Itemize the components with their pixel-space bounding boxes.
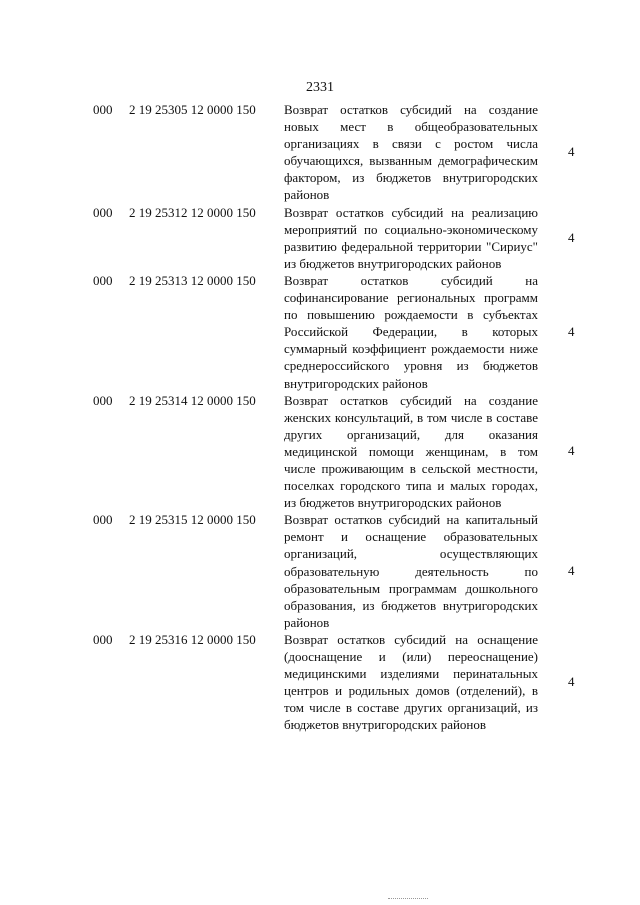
table-row: [0, 511, 640, 631]
budget-classification-code: 2 19 25313 12 0000 150: [129, 272, 256, 288]
scan-artifact: [388, 898, 428, 903]
row-value: 4: [568, 563, 575, 579]
admin-code: 000: [93, 204, 113, 220]
budget-classification-code: 2 19 25305 12 0000 150: [129, 102, 256, 117]
row-value: 4: [568, 144, 575, 160]
page-number: 2331: [306, 80, 334, 95]
row-value: 4: [568, 229, 575, 245]
budget-classification-code: 2 19 25315 12 0000 150: [129, 512, 256, 528]
income-description: Возврат остатков субсидий на реализацию мероприятий по социально-экономическому развитию федеральной территории "Сириус" из бюджетов внутригородских районов: [284, 204, 538, 271]
row-value: 4: [568, 323, 575, 339]
admin-code: 000: [93, 512, 113, 528]
table-row: [0, 204, 640, 272]
admin-code: 000: [93, 102, 113, 117]
table-row: [0, 272, 640, 392]
admin-code: 000: [93, 631, 113, 647]
table-row: [0, 392, 640, 512]
budget-classification-code: 2 19 25312 12 0000 150: [129, 204, 256, 220]
table-row: [0, 631, 640, 734]
row-value: 4: [568, 674, 575, 690]
income-description: Возврат остатков субсидий на создание женских консультаций, в том числе в составе других организаций, для оказания медицинской помощи женщинам, в том числе проживающим в сельской местности, поселках городского типа и малых городах, из бюджетов внутригородских районов: [284, 392, 538, 511]
income-description: Возврат остатков субсидий на создание новых мест в общеобразовательных организациях в связи с ростом числа обучающихся, вызванным демографическим фактором, из бюджетов внутригородских районов: [284, 102, 538, 203]
admin-code: 000: [93, 392, 113, 408]
budget-classification-code: 2 19 25314 12 0000 150: [129, 392, 256, 408]
table-row: [0, 101, 640, 204]
income-description: Возврат остатков субсидий на оснащение (дооснащение и (или) переоснащение) медицинскими изделиями перинатальных центров и родильных домов (отделений), в том числе в составе других организаций, из бюджетов внутригородских районов: [284, 631, 538, 733]
admin-code: 000: [93, 272, 113, 288]
budget-classification-code: 2 19 25316 12 0000 150: [129, 631, 256, 647]
budget-code-table: [0, 101, 640, 733]
row-value: 4: [568, 443, 575, 459]
income-description: Возврат остатков субсидий на софинансирование региональных программ по повышению рождаемости в субъектах Российской Федерации, в которых суммарный коэффициент рождаемости ниже среднероссийского уровня из бюджетов внутригородских районов: [284, 272, 538, 391]
income-description: Возврат остатков субсидий на капитальный ремонт и оснащение образовательных организаций, осуществляющих образовательную деятельность по образовательным программам дошкольного образования, из бюджетов внутригородских районов: [284, 512, 538, 630]
